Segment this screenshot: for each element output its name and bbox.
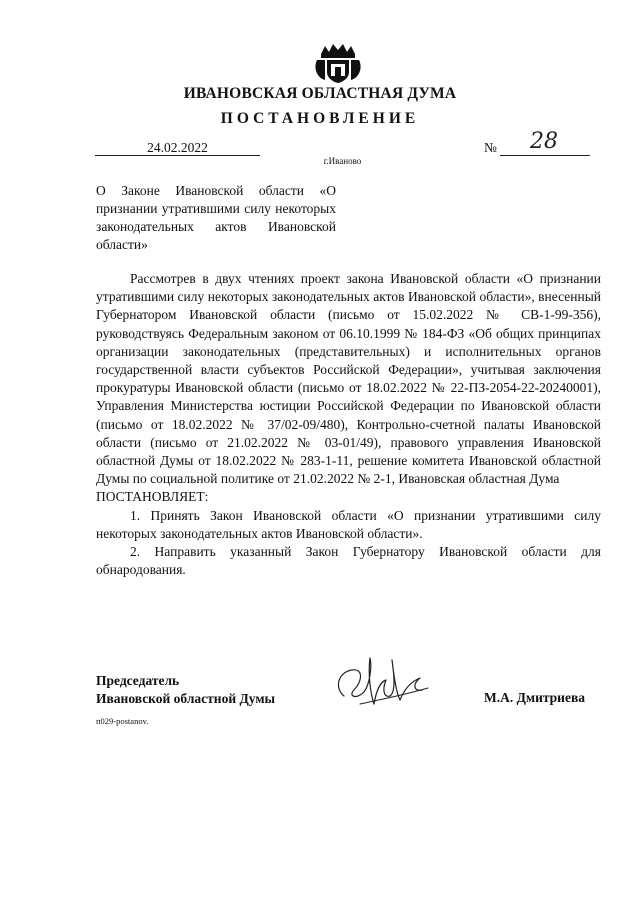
city-label: г.Иваново xyxy=(323,156,362,166)
file-code: п029-postanov. xyxy=(96,716,149,726)
signatory-title xyxy=(96,672,275,708)
number-label: № xyxy=(484,140,497,155)
resolves-line: ПОСТАНОВЛЯЕТ: xyxy=(96,489,209,505)
handwritten-signature xyxy=(330,652,435,714)
document-body xyxy=(96,270,601,579)
item-1-paragraph: 1. Принять Закон Ивановской области «О признании утратившими силу некоторых законодательных актов Ивановской области». xyxy=(96,507,601,541)
preamble-paragraph: Рассмотрев в двух чтениях проект закона Ивановской области «О признании утратившими силу некоторых законодательных актов Ивановской области», внесенный Губернатором Ивановской области (письмо от 15.02.2022 № СВ-1-99-356), руководствуясь Федеральным законом от 06.10.1999 № 184-ФЗ «Об общих принципах организации законодательных (представительных) и исполнительных органов государственной власти субъектов Российской Федерации», учитывая заключения прокуратуры Ивановской области (письмо от 18.02.2022 № 22-ПЗ-2054-22-20240001), Управления Министерства юстиции Российской Федерации по Ивановской области (письмо от 18.02.2022 № 37/02-09/480), Контрольно-счетной палаты Ивановской области (письмо от 21.02.2022 № 03-01/49), правового управления Ивановской областной Думы от 18.02.2022 № 283-1-11, решение комитета Ивановской областной Думы по социальной политике от 21.02.2022 № 2-1, Ивановская областная Дума xyxy=(96,271,601,487)
document-date: 24.02.2022 xyxy=(95,140,260,156)
document-topic: О Законе Ивановской области «О признании утратившими силу некоторых законодательных актов Ивановской области» xyxy=(96,183,336,252)
signatory-title-line2: Ивановской областной Думы xyxy=(96,691,276,706)
signatory-title-line1: Председатель xyxy=(96,673,180,688)
organization-title: ИВАНОВСКАЯ ОБЛАСТНАЯ ДУМА xyxy=(183,85,457,102)
document-number: 28 xyxy=(530,129,558,154)
signatory-name: М.А. Дмитриева xyxy=(484,690,585,705)
document-type: ПОСТАНОВЛЕНИЕ xyxy=(220,110,420,127)
coat-of-arms-icon xyxy=(313,40,363,84)
item-2-paragraph: 2. Направить указанный Закон Губернатору Ивановской области для обнародования. xyxy=(96,544,601,578)
